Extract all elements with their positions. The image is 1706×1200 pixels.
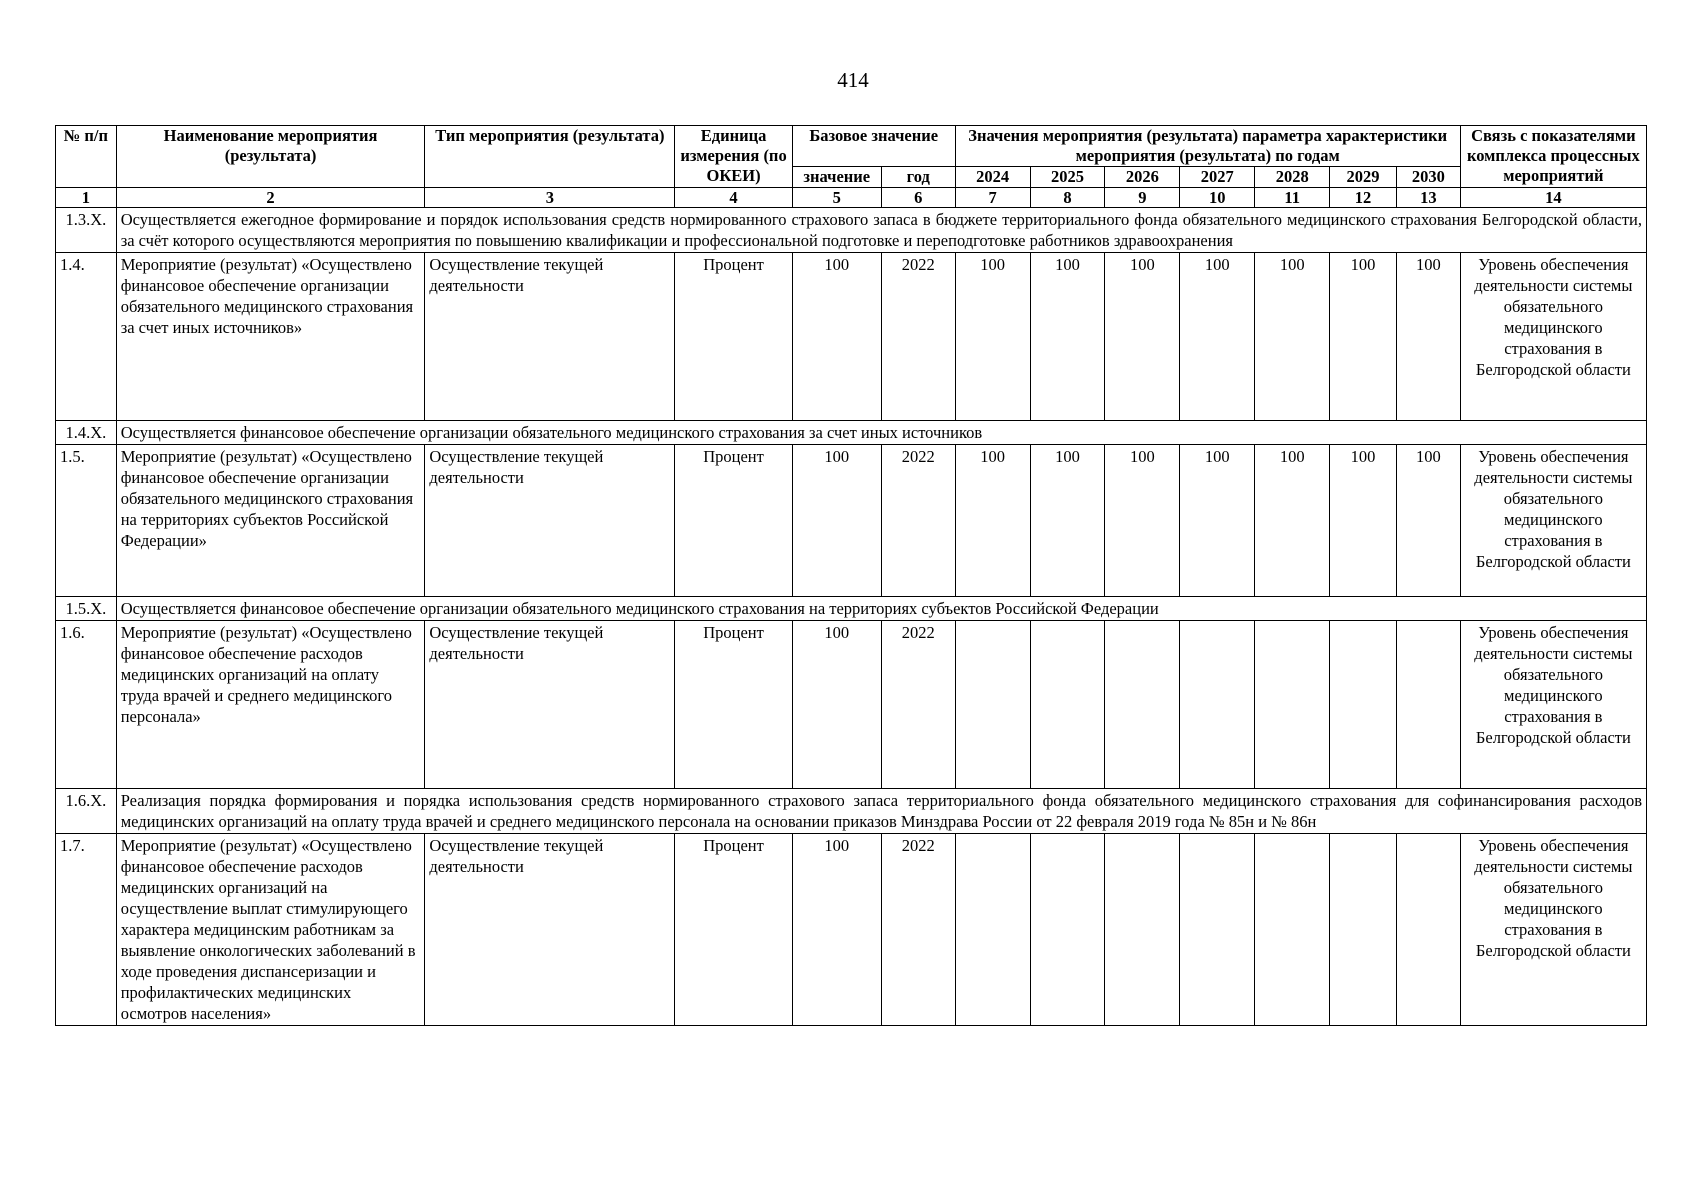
measure-unit: Процент xyxy=(675,834,792,1026)
header-link: Связь с показателями комплекса процессных мероприятий xyxy=(1460,126,1646,188)
measure-name: Мероприятие (результат) «Осуществлено финансовое обеспечение организации обязательного медицинского страхования на территориях субъектов Российской Федерации» xyxy=(116,445,425,597)
measure-row xyxy=(56,445,1647,597)
year-value: 100 xyxy=(1396,253,1460,421)
indicator-link: Уровень обеспечения деятельности системы обязательного медицинского страхования в Белгородской области xyxy=(1460,621,1646,789)
task-text: Осуществляется ежегодное формирование и порядок использования средств нормированного страхового запаса в бюджете территориального фонда обязательного медицинского страхования Белгородской области, за счёт которого осуществляются мероприятия по повышению квалификации и профессиональной подготовке и переподготовке работников здравоохранения xyxy=(116,208,1646,253)
activities-table xyxy=(55,125,1647,1026)
column-number: 12 xyxy=(1330,188,1397,208)
year-value: 100 xyxy=(1105,445,1180,597)
row-number: 1.6. xyxy=(56,621,117,789)
year-value: 100 xyxy=(1030,445,1105,597)
year-value: 100 xyxy=(1396,445,1460,597)
year-value: 100 xyxy=(1180,445,1255,597)
measure-unit: Процент xyxy=(675,621,792,789)
header-year: 2030 xyxy=(1396,167,1460,188)
header-year: 2028 xyxy=(1255,167,1330,188)
row-number: 1.7. xyxy=(56,834,117,1026)
measure-unit: Процент xyxy=(675,445,792,597)
column-number: 7 xyxy=(955,188,1030,208)
base-value: 100 xyxy=(792,621,881,789)
measure-type: Осуществление текущей деятельности xyxy=(425,621,675,789)
header-year: 2029 xyxy=(1330,167,1397,188)
column-number: 1 xyxy=(56,188,117,208)
header-year: 2027 xyxy=(1180,167,1255,188)
year-value xyxy=(955,834,1030,1026)
base-value: 100 xyxy=(792,445,881,597)
year-value xyxy=(1330,621,1397,789)
year-value xyxy=(1396,834,1460,1026)
measure-unit: Процент xyxy=(675,253,792,421)
row-number: 1.4. xyxy=(56,253,117,421)
row-number: 1.3.X. xyxy=(56,208,117,253)
column-number: 11 xyxy=(1255,188,1330,208)
header-name: Наименование мероприятия (результата) xyxy=(116,126,425,188)
base-year: 2022 xyxy=(881,445,955,597)
base-value: 100 xyxy=(792,834,881,1026)
measure-row xyxy=(56,834,1647,1026)
year-value: 100 xyxy=(1030,253,1105,421)
year-value xyxy=(1105,834,1180,1026)
year-value xyxy=(1105,621,1180,789)
base-value: 100 xyxy=(792,253,881,421)
year-value: 100 xyxy=(1180,253,1255,421)
year-value xyxy=(1030,834,1105,1026)
header-base-year: год xyxy=(881,167,955,188)
year-value xyxy=(1180,621,1255,789)
year-value: 100 xyxy=(955,253,1030,421)
base-year: 2022 xyxy=(881,253,955,421)
year-value xyxy=(1180,834,1255,1026)
column-number: 10 xyxy=(1180,188,1255,208)
task-row xyxy=(56,208,1647,253)
column-number: 5 xyxy=(792,188,881,208)
column-number: 13 xyxy=(1396,188,1460,208)
base-year: 2022 xyxy=(881,621,955,789)
header-year: 2025 xyxy=(1030,167,1105,188)
indicator-link: Уровень обеспечения деятельности системы обязательного медицинского страхования в Белгородской области xyxy=(1460,253,1646,421)
year-value xyxy=(1030,621,1105,789)
task-row xyxy=(56,421,1647,445)
measure-type: Осуществление текущей деятельности xyxy=(425,445,675,597)
year-value xyxy=(1255,834,1330,1026)
header-year: 2026 xyxy=(1105,167,1180,188)
column-number: 3 xyxy=(425,188,675,208)
header-row-1 xyxy=(56,126,1647,167)
row-number: 1.5. xyxy=(56,445,117,597)
measure-name: Мероприятие (результат) «Осуществлено финансовое обеспечение расходов медицинских организаций на оплату труда врачей и среднего медицинского персонала» xyxy=(116,621,425,789)
header-base: Базовое значение xyxy=(792,126,955,167)
measure-row xyxy=(56,253,1647,421)
year-value xyxy=(1255,621,1330,789)
year-value xyxy=(1330,834,1397,1026)
task-text: Осуществляется финансовое обеспечение организации обязательного медицинского страхования на территориях субъектов Российской Федерации xyxy=(116,597,1646,621)
column-number: 6 xyxy=(881,188,955,208)
header-year: 2024 xyxy=(955,167,1030,188)
task-text: Реализация порядка формирования и порядка использования средств нормированного страхового запаса территориального фонда обязательного медицинского страхования для софинансирования расходов медицинских организаций на оплату труда врачей и среднего медицинского персонала на основании приказов Минздрава России от 22 февраля 2019 года № 85н и № 86н xyxy=(116,789,1646,834)
measure-name: Мероприятие (результат) «Осуществлено финансовое обеспечение организации обязательного медицинского страхования за счет иных источников» xyxy=(116,253,425,421)
row-number: 1.6.X. xyxy=(56,789,117,834)
column-number: 2 xyxy=(116,188,425,208)
header-type: Тип мероприятия (результата) xyxy=(425,126,675,188)
page-number: 414 xyxy=(837,68,869,92)
header-values: Значения мероприятия (результата) параметра характеристики мероприятия (результата) по годам xyxy=(955,126,1460,167)
year-value: 100 xyxy=(955,445,1030,597)
year-value xyxy=(955,621,1030,789)
row-number: 1.5.X. xyxy=(56,597,117,621)
column-number: 8 xyxy=(1030,188,1105,208)
year-value: 100 xyxy=(1255,445,1330,597)
measure-row xyxy=(56,621,1647,789)
column-number: 4 xyxy=(675,188,792,208)
column-number: 9 xyxy=(1105,188,1180,208)
task-row xyxy=(56,597,1647,621)
year-value: 100 xyxy=(1330,445,1397,597)
year-value: 100 xyxy=(1105,253,1180,421)
measure-name: Мероприятие (результат) «Осуществлено финансовое обеспечение расходов медицинских организаций на осуществление выплат стимулирующего характера медицинским работникам за выявление онкологических заболеваний в ходе проведения диспансеризации и профилактических медицинских осмотров населения» xyxy=(116,834,425,1026)
measure-type: Осуществление текущей деятельности xyxy=(425,253,675,421)
header-unit: Единица измерения (по ОКЕИ) xyxy=(675,126,792,188)
row-number: 1.4.X. xyxy=(56,421,117,445)
task-text: Осуществляется финансовое обеспечение организации обязательного медицинского страхования за счет иных источников xyxy=(116,421,1646,445)
year-value xyxy=(1396,621,1460,789)
indicator-link: Уровень обеспечения деятельности системы обязательного медицинского страхования в Белгородской области xyxy=(1460,834,1646,1026)
task-row xyxy=(56,789,1647,834)
column-number: 14 xyxy=(1460,188,1646,208)
indicator-link: Уровень обеспечения деятельности системы обязательного медицинского страхования в Белгородской области xyxy=(1460,445,1646,597)
header-num: № п/п xyxy=(56,126,117,188)
year-value: 100 xyxy=(1330,253,1397,421)
year-value: 100 xyxy=(1255,253,1330,421)
base-year: 2022 xyxy=(881,834,955,1026)
measure-type: Осуществление текущей деятельности xyxy=(425,834,675,1026)
header-base-value: значение xyxy=(792,167,881,188)
column-number-row xyxy=(56,188,1647,208)
